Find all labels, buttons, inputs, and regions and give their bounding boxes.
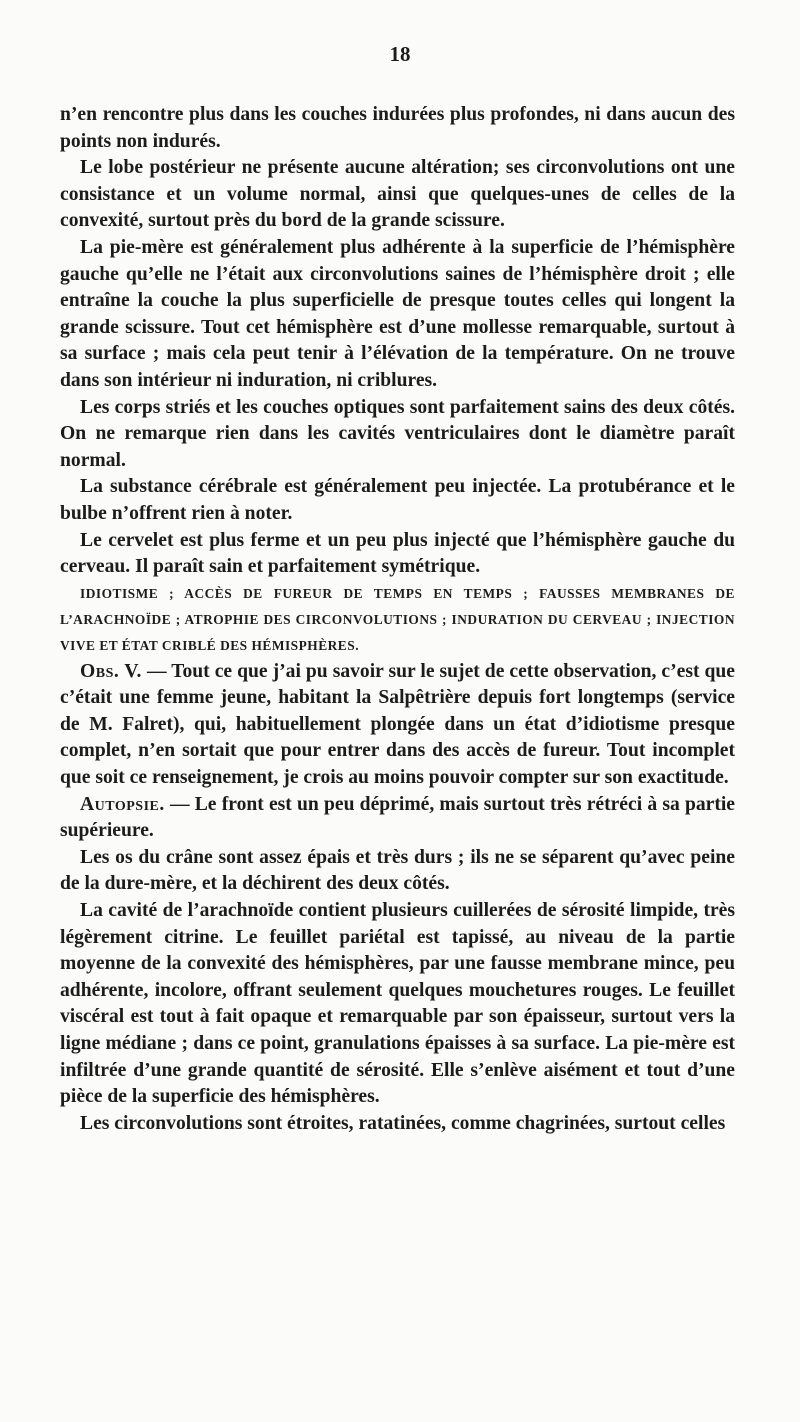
paragraph: Les corps striés et les couches optiques sont parfaitement sains des deux côtés. On ne remarque rien dans les cavités ventriculaires dont le diamètre paraît normal. xyxy=(60,396,735,471)
section-heading: IDIOTISME ; ACCÈS DE FUREUR DE TEMPS EN TEMPS ; FAUSSES MEMBRANES DE L’ARACHNOÏDE ; ATROPHIE DES CIRCONVOLUTIONS ; INDURATION DU CERVEAU ; INJECTION VIVE ET ÉTAT CRIBLÉ DES HÉMISPHÈRES. xyxy=(60,585,735,653)
observation-label: Obs. V. xyxy=(80,660,142,682)
autopsy-paragraph xyxy=(60,792,735,845)
paragraph: Les os du crâne sont assez épais et très durs ; ils ne se séparent qu’avec peine de la dure-mère, et la déchirent des deux côtés. xyxy=(60,846,735,895)
observation-text: — Tout ce que j’ai pu savoir sur le sujet de cette observation, c’est que c’était une femme jeune, habitant la Salpêtrière depuis fort longtemps (service de M. Falret), qui, habituellement plongée dans un état d’idiotisme presque complet, n’en sortait que pour entrer dans des accès de fureur. Tout incomplet que soit ce renseignement, je crois au moins pouvoir compter sur son exactitude. xyxy=(60,660,735,789)
observation-paragraph xyxy=(60,659,735,792)
paragraph-group-2 xyxy=(60,845,735,1138)
autopsy-text: — Le front est un peu déprimé, mais surtout très rétréci à sa partie supérieure. xyxy=(60,793,735,842)
continuation-paragraph: n’en rencontre plus dans les couches indurées plus profondes, ni dans aucun des points non indurés. xyxy=(60,104,735,152)
paragraph: La pie-mère est généralement plus adhérente à la superficie de l’hémisphère gauche qu’elle ne l’était aux circonvolutions saines de l’hémisphère droit ; elle entraîne la couche la plus superficielle de presque toutes celles qui longent la grande scissure. Tout cet hémisphère est d’une mollesse remarquable, surtout à sa surface ; mais cela peut tenir à l’élévation de la température. On ne trouve dans son intérieur ni induration, ni criblures. xyxy=(60,236,735,391)
paragraph: Les circonvolutions sont étroites, ratatinées, comme chagrinées, surtout celles xyxy=(80,1112,726,1134)
body-text xyxy=(60,102,735,1137)
paragraph-group-1 xyxy=(60,155,735,581)
paragraph: La cavité de l’arachnoïde contient plusieurs cuillerées de sérosité limpide, très légèrement citrine. Le feuillet pariétal est tapissé, au niveau de la partie moyenne de la convexité des hémisphères, par une fausse membrane mince, peu adhérente, incolore, offrant seulement quelques mouchetures rouges. Le feuillet viscéral est tout à fait opaque et remarquable par son épaisseur, surtout vers la ligne médiane ; dans ce point, granulations épaisses à sa surface. La pie-mère est infiltrée d’une grande quantité de sérosité. Elle s’enlève aisément et tout d’une pièce de la superficie des hémisphères. xyxy=(60,900,735,1108)
autopsy-label: Autopsie. xyxy=(80,793,165,815)
paragraph: Le cervelet est plus ferme et un peu plus injecté que l’hémisphère gauche du cerveau. Il paraît sain et parfaitement symétrique. xyxy=(60,529,735,578)
paragraph: Le lobe postérieur ne présente aucune altération; ses circonvolutions ont une consistance et un volume normal, ainsi que quelques-unes de celles de la convexité, surtout près du bord de la grande scissure. xyxy=(60,157,735,232)
paragraph: La substance cérébrale est généralement peu injectée. La protubérance et le bulbe n’offrent rien à noter. xyxy=(60,476,735,524)
page-number: 18 xyxy=(389,42,411,66)
